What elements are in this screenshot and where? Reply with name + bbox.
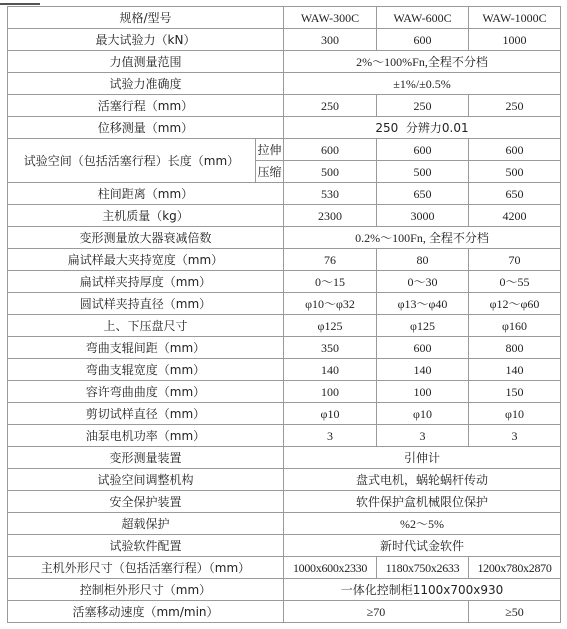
model-300c: WAW-300C xyxy=(284,7,377,29)
table-row xyxy=(8,293,561,315)
cell: φ10 xyxy=(377,403,469,425)
cell: 1000 xyxy=(469,29,561,51)
row-label: 试验空间调整机构 xyxy=(8,469,284,491)
row-label: 安全保护装置 xyxy=(8,491,284,513)
cell: 1180x750x2633 xyxy=(377,557,469,579)
row-label: 弯曲支辊间距（mm） xyxy=(8,337,284,359)
table-row xyxy=(8,535,561,557)
table-row xyxy=(8,491,561,513)
table-row xyxy=(8,557,561,579)
row-label: 试验软件配置 xyxy=(8,535,284,557)
cell: φ160 xyxy=(469,315,561,337)
row-label: 力值测量范围 xyxy=(8,51,284,73)
cell: 100 xyxy=(284,381,377,403)
cell: 600 xyxy=(377,337,469,359)
cell: 600 xyxy=(377,139,469,161)
table-row xyxy=(8,315,561,337)
cell: 一体化控制柜1100x700x930 xyxy=(284,579,561,601)
cell: 1000x600x2330 xyxy=(284,557,377,579)
row-label: 最大试验力（kN） xyxy=(8,29,284,51)
row-label: 超载保护 xyxy=(8,513,284,535)
cell: φ10～φ32 xyxy=(284,293,377,315)
cell: 250 xyxy=(284,95,377,117)
row-label: 活塞移动速度（mm/min） xyxy=(8,601,284,623)
table-row xyxy=(8,469,561,491)
table-row xyxy=(8,601,561,623)
cell: 软件保护盒机械限位保护 xyxy=(284,491,561,513)
row-label: 主机外形尺寸（包括活塞行程）（mm） xyxy=(8,557,284,579)
cell: 600 xyxy=(377,29,469,51)
cell: 140 xyxy=(284,359,377,381)
table-row xyxy=(8,51,561,73)
cell: ≥70 xyxy=(284,601,469,623)
table-row xyxy=(8,183,561,205)
cell: 4200 xyxy=(469,205,561,227)
table-row xyxy=(8,381,561,403)
table-row xyxy=(8,447,561,469)
table-row xyxy=(8,271,561,293)
cell: 300 xyxy=(284,29,377,51)
table-header-row xyxy=(8,7,561,29)
row-label: 活塞行程（mm） xyxy=(8,95,284,117)
cell: 600 xyxy=(284,139,377,161)
row-label: 变形测量装置 xyxy=(8,447,284,469)
cell: 250 xyxy=(377,95,469,117)
row-label: 控制柜外形尺寸（mm） xyxy=(8,579,284,601)
cell: 250 分辨力0.01 xyxy=(284,117,561,139)
row-label: 主机质量（kg） xyxy=(8,205,284,227)
cell: 250 xyxy=(469,95,561,117)
cell: 0～15 xyxy=(284,271,377,293)
table-row xyxy=(8,29,561,51)
cell: 76 xyxy=(284,249,377,271)
cell: φ10 xyxy=(284,403,377,425)
cell: ≥50 xyxy=(469,601,561,623)
sub-label-compression: 压缩 xyxy=(256,161,284,183)
table-row xyxy=(8,403,561,425)
table-row xyxy=(8,579,561,601)
cell: 新时代试金软件 xyxy=(284,535,561,557)
clipped-caption xyxy=(0,0,60,5)
table-row xyxy=(8,139,561,161)
row-label: 弯曲支辊宽度（mm） xyxy=(8,359,284,381)
cell: 3000 xyxy=(377,205,469,227)
cell: 70 xyxy=(469,249,561,271)
cell: 2%～100%Fn,全程不分档 xyxy=(284,51,561,73)
table-row xyxy=(8,337,561,359)
cell: 0～55 xyxy=(469,271,561,293)
cell: 350 xyxy=(284,337,377,359)
cell: 800 xyxy=(469,337,561,359)
row-label: 柱间距离（mm） xyxy=(8,183,284,205)
row-label: 扁试样夹持厚度（mm） xyxy=(8,271,284,293)
row-label: 容许弯曲曲度（mm） xyxy=(8,381,284,403)
cell: 140 xyxy=(469,359,561,381)
spec-table xyxy=(7,6,561,623)
row-label: 试验力准确度 xyxy=(8,73,284,95)
cell: φ125 xyxy=(284,315,377,337)
model-1000c: WAW-1000C xyxy=(469,7,561,29)
row-label: 油泵电机功率（mm） xyxy=(8,425,284,447)
cell: 0.2%～100Fn, 全程不分档 xyxy=(284,227,561,249)
cell: 650 xyxy=(469,183,561,205)
cell: ±1%/±0.5% xyxy=(284,73,561,95)
cell: 2300 xyxy=(284,205,377,227)
cell: 500 xyxy=(284,161,377,183)
row-label: 上、下压盘尺寸 xyxy=(8,315,284,337)
header-label: 规格/型号 xyxy=(8,7,284,29)
row-label: 剪切试样直径（mm） xyxy=(8,403,284,425)
cell: 150 xyxy=(469,381,561,403)
cell: 100 xyxy=(377,381,469,403)
cell: 盘式电机，蜗轮蜗杆传动 xyxy=(284,469,561,491)
table-row xyxy=(8,117,561,139)
cell: 600 xyxy=(469,139,561,161)
cell: 3 xyxy=(284,425,377,447)
cell: φ13～φ40 xyxy=(377,293,469,315)
table-row xyxy=(8,205,561,227)
row-label: 扁试样最大夹持宽度（mm） xyxy=(8,249,284,271)
cell: 140 xyxy=(377,359,469,381)
table-row xyxy=(8,425,561,447)
row-label: 变形测量放大器衰减倍数 xyxy=(8,227,284,249)
cell: 530 xyxy=(284,183,377,205)
table-row xyxy=(8,95,561,117)
row-label: 圆试样夹持直径（mm） xyxy=(8,293,284,315)
cell: 80 xyxy=(377,249,469,271)
table-row xyxy=(8,359,561,381)
table-row xyxy=(8,513,561,535)
cell: 500 xyxy=(377,161,469,183)
table-row xyxy=(8,73,561,95)
table-row xyxy=(8,227,561,249)
cell: φ125 xyxy=(377,315,469,337)
cell: φ10 xyxy=(469,403,561,425)
cell: 3 xyxy=(469,425,561,447)
cell: 3 xyxy=(377,425,469,447)
cell: 引伸计 xyxy=(284,447,561,469)
cell: %2～5% xyxy=(284,513,561,535)
cell: 0～30 xyxy=(377,271,469,293)
cell: 1200x780x2870 xyxy=(469,557,561,579)
cell: 500 xyxy=(469,161,561,183)
sub-label-tension: 拉伸 xyxy=(256,139,284,161)
cell: 650 xyxy=(377,183,469,205)
model-600c: WAW-600C xyxy=(377,7,469,29)
row-label: 试验空间（包括活塞行程）长度（mm） xyxy=(8,139,256,183)
cell: φ12～φ60 xyxy=(469,293,561,315)
table-row xyxy=(8,249,561,271)
row-label: 位移测量（mm） xyxy=(8,117,284,139)
